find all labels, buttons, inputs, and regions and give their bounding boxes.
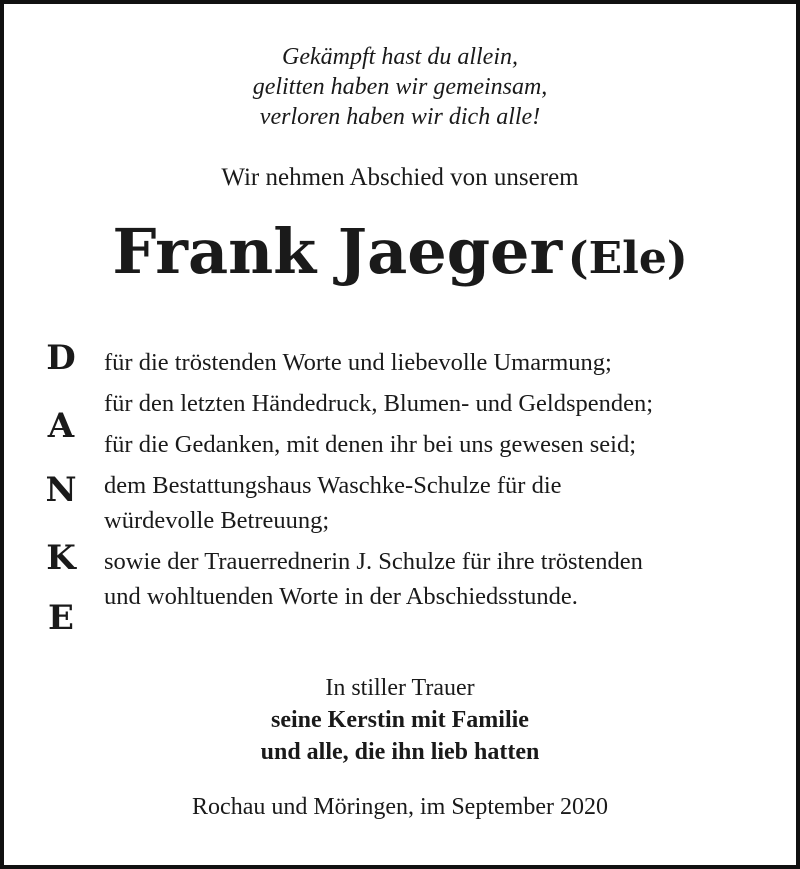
thanks-line: würdevolle Betreuung; <box>104 507 330 534</box>
acrostic-letter: K <box>46 538 76 578</box>
thanks-item <box>104 468 784 538</box>
motto <box>0 42 800 132</box>
intro-text: Wir nehmen Abschied von unserem <box>221 164 579 191</box>
place-date: Rochau und Möringen, im September 2020 <box>192 794 608 820</box>
motto-line: gelitten haben wir gemeinsam, <box>252 74 548 100</box>
thanks-line: dem Bestattungshaus Waschke-Schulze für die <box>104 472 562 499</box>
acrostic-letter: N <box>45 470 77 510</box>
thanks-line: und wohltuenden Worte in der Abschiedsstunde. <box>104 583 578 610</box>
deceased-nickname: (Ele) <box>567 233 688 284</box>
motto-line: verloren haben wir dich alle! <box>259 104 541 130</box>
motto-line: Gekämpft hast du allein, <box>282 44 518 70</box>
thanks-item <box>104 386 784 421</box>
acrostic-letter: A <box>47 406 75 446</box>
thanks-line: sowie der Trauerrednerin J. Schulze für ihre tröstenden <box>104 548 643 575</box>
thanks-line: für den letzten Händedruck, Blumen- und Geldspenden; <box>104 390 654 417</box>
thanks-line: für die Gedanken, mit denen ihr bei uns gewesen seid; <box>104 431 637 458</box>
closing-others: und alle, die ihn lieb hatten <box>260 739 540 765</box>
thanks-item <box>104 544 784 614</box>
acrostic-letter: E <box>48 598 74 638</box>
closing-family: seine Kerstin mit Familie <box>271 707 529 733</box>
thanks-list <box>104 345 784 614</box>
closing-line: In stiller Trauer <box>325 675 475 701</box>
thanks-line: für die tröstenden Worte und liebevolle Umarmung; <box>104 349 612 376</box>
deceased-name-main: Frank Jaeger <box>112 215 563 288</box>
thanks-item <box>104 345 784 380</box>
deceased-name <box>0 215 800 288</box>
thanks-item <box>104 427 784 462</box>
closing-signature <box>0 672 800 768</box>
acrostic-letter: D <box>46 338 76 378</box>
